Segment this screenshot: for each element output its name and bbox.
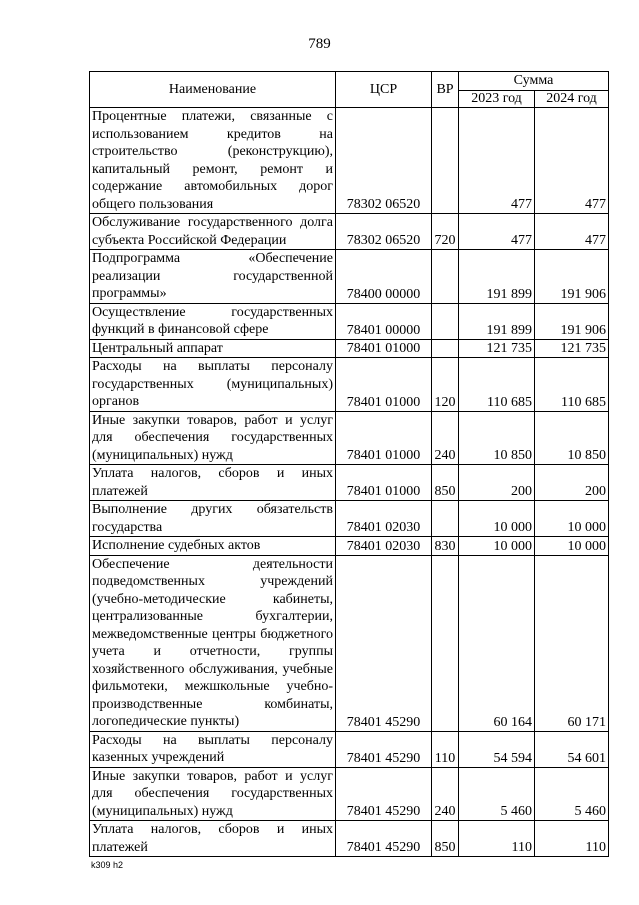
row-vr bbox=[432, 501, 459, 537]
row-csr: 78401 01000 bbox=[336, 339, 432, 358]
table-row bbox=[90, 358, 609, 412]
row-name: Уплата налогов, сборов и иных платежей bbox=[90, 465, 336, 501]
row-sum-2024: 5 460 bbox=[535, 767, 609, 821]
row-name: Выполнение других обязательств государства bbox=[90, 501, 336, 537]
row-sum-2024: 477 bbox=[535, 214, 609, 250]
table-row bbox=[90, 339, 609, 358]
row-csr: 78401 45290 bbox=[336, 767, 432, 821]
header-csr: ЦСР bbox=[336, 72, 432, 108]
row-sum-2023: 60 164 bbox=[459, 555, 535, 731]
table-row bbox=[90, 555, 609, 731]
table-row bbox=[90, 465, 609, 501]
table-row bbox=[90, 214, 609, 250]
table-body bbox=[90, 108, 609, 857]
row-sum-2023: 200 bbox=[459, 465, 535, 501]
row-sum-2024: 10 850 bbox=[535, 411, 609, 465]
table-row bbox=[90, 250, 609, 304]
table-row bbox=[90, 731, 609, 767]
row-sum-2023: 10 000 bbox=[459, 501, 535, 537]
row-sum-2024: 10 000 bbox=[535, 501, 609, 537]
row-csr: 78401 00000 bbox=[336, 303, 432, 339]
row-sum-2023: 477 bbox=[459, 108, 535, 214]
row-sum-2024: 121 735 bbox=[535, 339, 609, 358]
row-vr bbox=[432, 555, 459, 731]
row-sum-2023: 121 735 bbox=[459, 339, 535, 358]
row-sum-2023: 110 685 bbox=[459, 358, 535, 412]
row-sum-2024: 10 000 bbox=[535, 537, 609, 556]
page-number: 789 bbox=[308, 36, 331, 52]
row-csr: 78401 01000 bbox=[336, 465, 432, 501]
table-row bbox=[90, 108, 609, 214]
table-row bbox=[90, 537, 609, 556]
table-row bbox=[90, 767, 609, 821]
row-name: Уплата налогов, сборов и иных платежей bbox=[90, 821, 336, 857]
row-sum-2023: 110 bbox=[459, 821, 535, 857]
row-csr: 78401 45290 bbox=[336, 821, 432, 857]
row-name: Подпрограмма «Обеспечение реализации государственной программы» bbox=[90, 250, 336, 304]
row-vr bbox=[432, 303, 459, 339]
row-name: Иные закупки товаров, работ и услуг для обеспечения государственных (муниципальных) нужд bbox=[90, 767, 336, 821]
row-sum-2023: 10 000 bbox=[459, 537, 535, 556]
row-vr bbox=[432, 250, 459, 304]
row-csr: 78401 01000 bbox=[336, 358, 432, 412]
row-sum-2024: 191 906 bbox=[535, 303, 609, 339]
row-vr: 240 bbox=[432, 767, 459, 821]
row-sum-2024: 477 bbox=[535, 108, 609, 214]
row-vr: 720 bbox=[432, 214, 459, 250]
table-row bbox=[90, 821, 609, 857]
row-csr: 78401 01000 bbox=[336, 411, 432, 465]
budget-table bbox=[89, 71, 609, 857]
row-csr: 78302 06520 bbox=[336, 214, 432, 250]
row-sum-2024: 110 bbox=[535, 821, 609, 857]
row-vr bbox=[432, 339, 459, 358]
row-vr: 830 bbox=[432, 537, 459, 556]
header-name: Наименование bbox=[90, 72, 336, 108]
table-row bbox=[90, 501, 609, 537]
row-name: Процентные платежи, связанные с использованием кредитов на строительство (реконструкцию), капитальный ремонт, ремонт и содержание автомобильных дорог общего пользования bbox=[90, 108, 336, 214]
row-sum-2024: 54 601 bbox=[535, 731, 609, 767]
row-name: Иные закупки товаров, работ и услуг для обеспечения государственных (муниципальных) нужд bbox=[90, 411, 336, 465]
row-csr: 78400 00000 bbox=[336, 250, 432, 304]
footer-code: k309 h2 bbox=[91, 860, 124, 870]
row-sum-2024: 191 906 bbox=[535, 250, 609, 304]
row-sum-2024: 110 685 bbox=[535, 358, 609, 412]
row-csr: 78302 06520 bbox=[336, 108, 432, 214]
row-name: Обеспечение деятельности подведомственных учреждений (учебно-методические кабинеты, централизованные бухгалтерии, межведомственные центры бюджетного учета и отчетности, группы хозяйственного обслуживания, учебные фильмотеки, межшкольные учебно-производственные комбинаты, логопедические пункты) bbox=[90, 555, 336, 731]
row-name: Расходы на выплаты персоналу государственных (муниципальных) органов bbox=[90, 358, 336, 412]
row-vr bbox=[432, 108, 459, 214]
row-name: Расходы на выплаты персоналу казенных учреждений bbox=[90, 731, 336, 767]
row-name: Осуществление государственных функций в финансовой сфере bbox=[90, 303, 336, 339]
row-sum-2023: 191 899 bbox=[459, 303, 535, 339]
row-vr: 240 bbox=[432, 411, 459, 465]
row-sum-2023: 10 850 bbox=[459, 411, 535, 465]
row-name: Центральный аппарат bbox=[90, 339, 336, 358]
header-year-2024: 2024 год bbox=[535, 91, 609, 108]
row-vr: 850 bbox=[432, 821, 459, 857]
row-sum-2023: 54 594 bbox=[459, 731, 535, 767]
row-sum-2023: 5 460 bbox=[459, 767, 535, 821]
row-sum-2024: 60 171 bbox=[535, 555, 609, 731]
row-name: Исполнение судебных актов bbox=[90, 537, 336, 556]
row-csr: 78401 45290 bbox=[336, 731, 432, 767]
row-sum-2024: 200 bbox=[535, 465, 609, 501]
row-csr: 78401 02030 bbox=[336, 501, 432, 537]
row-vr: 120 bbox=[432, 358, 459, 412]
row-name: Обслуживание государственного долга субъекта Российской Федерации bbox=[90, 214, 336, 250]
header-vr: ВР bbox=[432, 72, 459, 108]
header-sum: Сумма bbox=[459, 72, 609, 91]
row-sum-2023: 191 899 bbox=[459, 250, 535, 304]
header-year-2023: 2023 год bbox=[459, 91, 535, 108]
row-csr: 78401 02030 bbox=[336, 537, 432, 556]
row-sum-2023: 477 bbox=[459, 214, 535, 250]
row-csr: 78401 45290 bbox=[336, 555, 432, 731]
table-row bbox=[90, 411, 609, 465]
row-vr: 110 bbox=[432, 731, 459, 767]
table-row bbox=[90, 303, 609, 339]
row-vr: 850 bbox=[432, 465, 459, 501]
